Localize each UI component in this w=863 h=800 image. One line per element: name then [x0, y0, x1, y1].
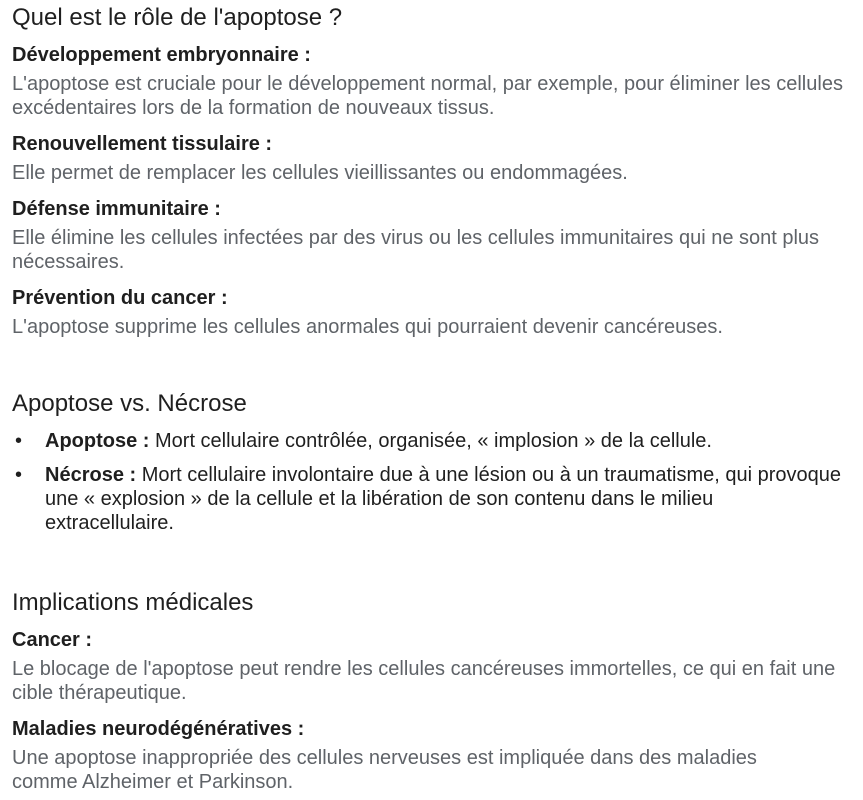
- medical-item-heading: Cancer :: [12, 629, 93, 651]
- section-title-role: Quel est le rôle de l'apoptose ?: [12, 4, 343, 31]
- section-title-medical: Implications médicales: [12, 589, 254, 616]
- role-item-text: Elle élimine les cellules infectées par des virus ou les cellules immunitaires qui ne sont plus nécessaires.: [12, 227, 820, 273]
- bullet-text: Mort cellulaire involontaire due à une lésion ou à un traumatisme, qui provoque une « explosion » de la cellule et la libération de son contenu dans le milieu extracellulaire.: [45, 464, 842, 534]
- bullet-text: Mort cellulaire contrôlée, organisée, « implosion » de la cellule.: [149, 430, 712, 452]
- role-item-immune: [12, 196, 847, 274]
- medical-item-neuro: [12, 716, 847, 794]
- comparison-list: [12, 429, 847, 535]
- role-item-text: L'apoptose supprime les cellules anormales qui pourraient devenir cancéreuses.: [12, 316, 723, 338]
- role-item-text: L'apoptose est cruciale pour le développement normal, par exemple, pour éliminer les cellules excédentaires lors de la formation de nouveaux tissus.: [12, 73, 843, 119]
- bullet-term: Nécrose :: [45, 464, 137, 486]
- bullet-dot: •: [15, 430, 23, 452]
- bullet-dot: •: [15, 464, 23, 486]
- medical-item-text: Une apoptose inappropriée des cellules nerveuses est impliquée dans des maladies comme Alzheimer et Parkinson.: [12, 747, 757, 793]
- section-title-comparison: Apoptose vs. Nécrose: [12, 390, 247, 417]
- role-item-heading: Défense immunitaire :: [12, 198, 221, 220]
- bullet-term: Apoptose :: [45, 430, 150, 452]
- role-item-heading: Renouvellement tissulaire :: [12, 133, 273, 155]
- medical-item-cancer: [12, 627, 847, 705]
- role-item-cancer-prevention: [12, 285, 847, 339]
- role-item-heading: Développement embryonnaire :: [12, 44, 311, 66]
- role-item-renewal: [12, 131, 847, 185]
- bullet-necrosis: [12, 463, 847, 535]
- medical-item-heading: Maladies neurodégénératives :: [12, 718, 305, 740]
- role-item-development: [12, 42, 847, 120]
- bullet-apoptosis: [12, 429, 795, 453]
- role-item-text: Elle permet de remplacer les cellules vieillissantes ou endommagées.: [12, 162, 628, 184]
- role-item-heading: Prévention du cancer :: [12, 287, 228, 309]
- medical-item-text: Le blocage de l'apoptose peut rendre les cellules cancéreuses immortelles, ce qui en fait une cible thérapeutique.: [12, 658, 836, 704]
